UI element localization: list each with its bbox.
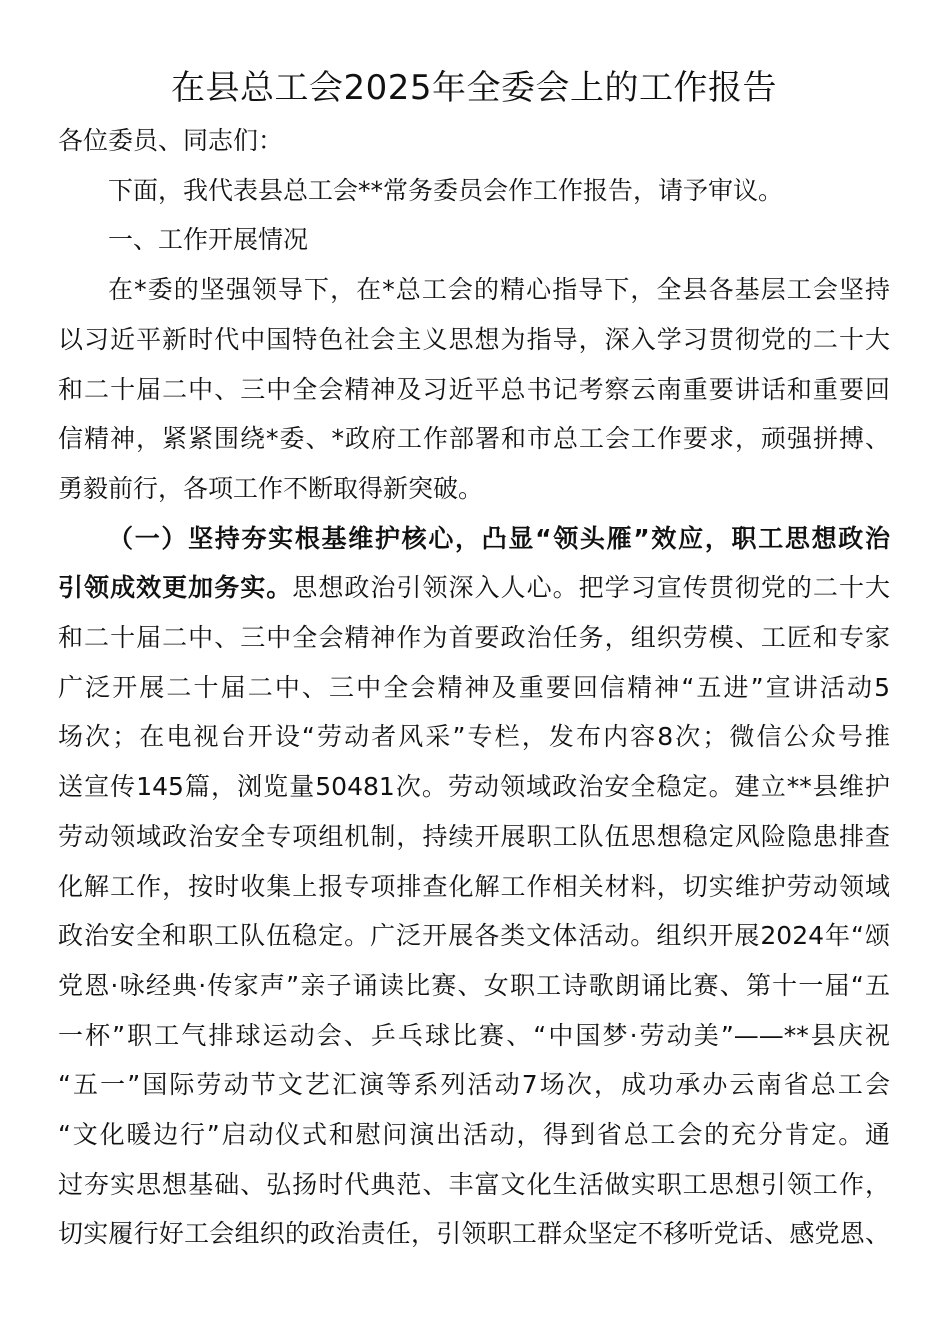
paragraph-work-overview bbox=[58, 265, 890, 514]
text-line: 党恩·咏经典·传家声”亲子诵读比赛、女职工诗歌朗诵比赛、第十一届“五 bbox=[58, 970, 890, 1000]
text-line: 切实履行好工会组织的政治责任，引领职工群众坚定不移听党话、感党恩、 bbox=[58, 1219, 890, 1249]
text-line: 劳动领域政治安全专项组机制，持续开展职工队伍思想稳定风险隐患排查 bbox=[58, 821, 890, 851]
text-line: 和二十届二中、三中全会精神及习近平总书记考察云南重要讲话和重要回 bbox=[58, 374, 890, 404]
text-line: 和二十届二中、三中全会精神作为首要政治任务，组织劳模、工匠和专家 bbox=[58, 623, 890, 653]
report-title: 在县总工会2025年全委会上的工作报告 bbox=[170, 68, 778, 108]
text-line: 过夯实思想基础、弘扬时代典范、丰富文化生活做实职工思想引领工作， bbox=[58, 1169, 890, 1199]
text-line: “文化暖边行”启动仪式和慰问演出活动，得到省总工会的充分肯定。通 bbox=[58, 1120, 890, 1150]
text-line: 化解工作，按时收集上报专项排查化解工作相关材料，切实维护劳动领域 bbox=[58, 871, 890, 901]
text-line: “五一”国际劳动节文艺汇演等系列活动7场次，成功承办云南省总工会 bbox=[58, 1070, 890, 1100]
text-line: 广泛开展二十届二中、三中全会精神及重要回信精神“五进”宣讲活动5 bbox=[58, 672, 890, 702]
text-line: 送宣传145篇，浏览量50481次。劳动领域政治安全稳定。建立**县维护 bbox=[58, 772, 890, 802]
text-line: 勇毅前行，各项工作不断取得新突破。 bbox=[58, 473, 484, 503]
text-line: 以习近平新时代中国特色社会主义思想为指导，深入学习贯彻党的二十大 bbox=[58, 324, 890, 354]
intro-paragraph: 下面，我代表县总工会**常务委员会作工作报告，请予审议。 bbox=[108, 175, 784, 205]
paragraph-subsection-1 bbox=[58, 514, 890, 1260]
salutation: 各位委员、同志们： bbox=[58, 126, 284, 155]
subsection-heading: （一）坚持夯实根基维护核心，凸显“领头雁”效应，职工思想政治 bbox=[108, 523, 890, 553]
text-line: 一杯”职工气排球运动会、乒乓球比赛、“中国梦·劳动美”——**县庆祝 bbox=[58, 1020, 890, 1050]
subsection-text: 思想政治引领深入人心。把学习宣传贯彻党的二十大 bbox=[292, 573, 890, 603]
section-heading: 一、工作开展情况 bbox=[108, 225, 309, 255]
text-line bbox=[58, 563, 890, 613]
text-line: 政治安全和职工队伍稳定。广泛开展各类文体活动。组织开展2024年“颂 bbox=[58, 921, 890, 951]
text-line: 在*委的坚强领导下，在*总工会的精心指导下，全县各基层工会坚持 bbox=[108, 275, 890, 305]
text-line: 场次；在电视台开设“劳动者风采”专栏，发布内容8次；微信公众号推 bbox=[58, 722, 890, 752]
document-page bbox=[58, 62, 890, 1259]
subsection-heading-cont: 引领成效更加务实。 bbox=[58, 573, 293, 603]
text-line: 信精神，紧紧围绕*委、*政府工作部署和市总工会工作要求，顽强拼搏、 bbox=[58, 424, 890, 454]
